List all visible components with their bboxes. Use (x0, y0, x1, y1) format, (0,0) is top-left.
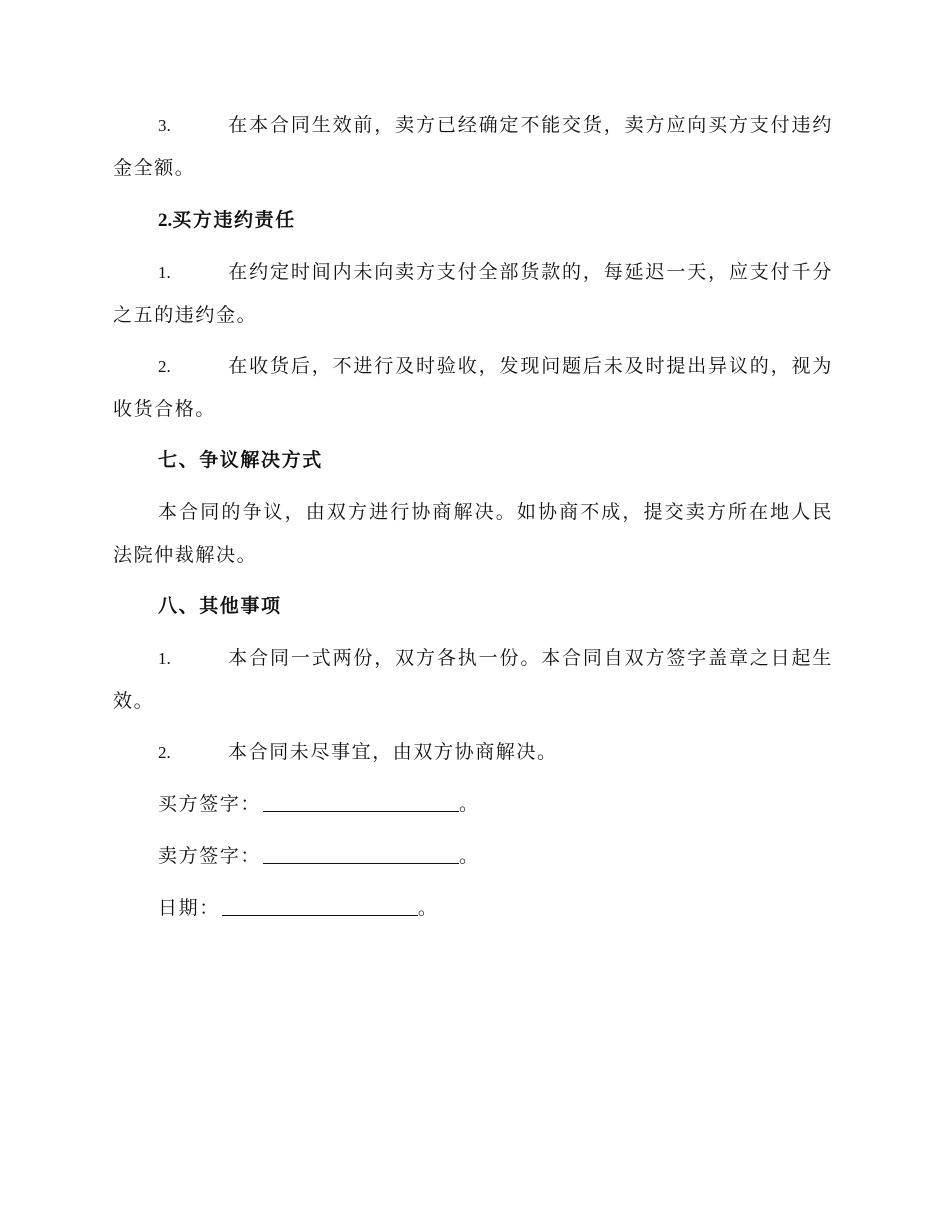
clause-text: 在收货后，不进行及时验收，发现问题后未及时提出异议的，视为收货合格。 (113, 355, 833, 420)
clause-text: 在约定时间内未向卖方支付全部货款的，每延迟一天，应支付千分之五的违约金。 (113, 261, 833, 326)
section-7-heading: 七、争议解决方式 (158, 449, 323, 471)
seller-signature-blank[interactable] (263, 839, 459, 864)
section-8-item-1 (113, 637, 833, 723)
clause-text: 在本合同生效前，卖方已经确定不能交货，卖方应向买方支付违约金全额。 (113, 114, 833, 179)
seller-signature-line (158, 835, 480, 878)
buyer-signature-blank[interactable] (263, 787, 459, 812)
clause-text: 本合同未尽事宜，由双方协商解决。 (228, 741, 558, 763)
end-mark: 。 (417, 897, 439, 919)
buyer-clause-1 (113, 251, 833, 337)
clause-number: 2. (158, 743, 171, 762)
buyer-liability-heading (158, 199, 296, 242)
clause-text: 本合同一式两份，双方各执一份。本合同自双方签字盖章之日起生效。 (113, 647, 833, 712)
clause-number: 3. (158, 116, 171, 135)
clause-number: 1. (158, 263, 171, 282)
buyer-signature-line (158, 783, 480, 826)
heading-text: 买方违约责任 (172, 209, 296, 231)
seller-signature-label: 卖方签字： (158, 845, 262, 867)
buyer-signature-label: 买方签字： (158, 793, 262, 815)
section-8-item-2 (113, 731, 833, 774)
heading-number: 2. (158, 210, 173, 231)
section-7-text: 本合同的争议，由双方进行协商解决。如协商不成，提交卖方所在地人民法院仲裁解决。 (113, 501, 833, 566)
section-8-heading: 八、其他事项 (158, 595, 282, 617)
end-mark: 。 (459, 793, 480, 815)
clause-number: 2. (158, 357, 171, 376)
date-line (158, 887, 438, 930)
seller-clause-3 (113, 104, 833, 190)
buyer-clause-2 (113, 345, 833, 431)
clause-number: 1. (158, 649, 171, 668)
date-blank[interactable] (222, 891, 418, 916)
date-label: 日期： (158, 897, 220, 919)
end-mark: 。 (459, 845, 480, 867)
